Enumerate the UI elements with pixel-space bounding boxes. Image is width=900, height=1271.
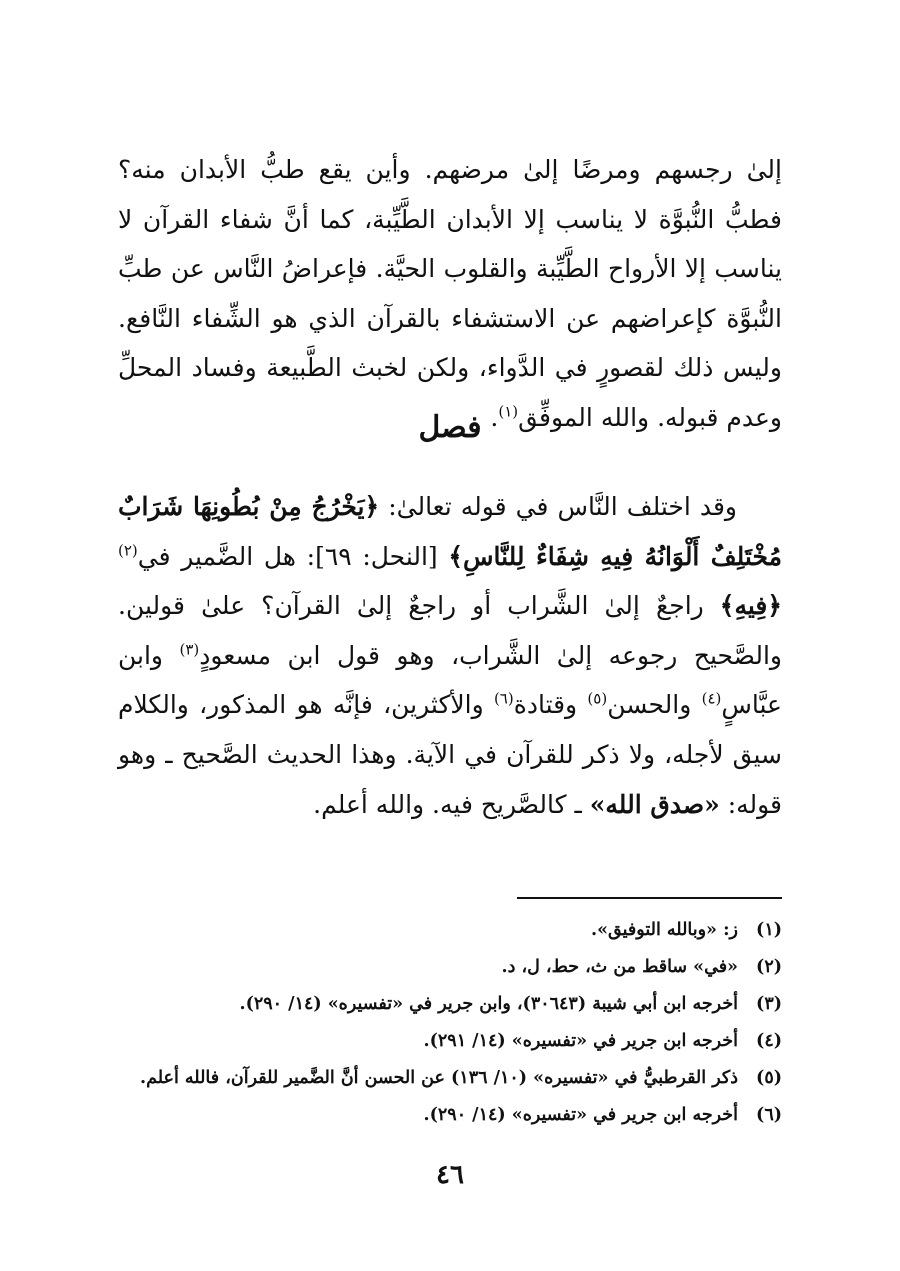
paragraph-2-sentence-7: والأكثرين، فإنَّه هو المذكور، والكلام سيق لأجله، ولا ذكر للقرآن في الآية. وهذا الحديث الصَّحيح ـ وهو قوله: [118, 690, 782, 819]
paragraph-2-sentence-8: ـ كالصَّريح فيه. والله أعلم. [313, 789, 582, 819]
paragraph-2-sentence-6: وقتادة [513, 690, 578, 720]
footnote-3 [118, 986, 782, 1023]
footnote-separator [517, 897, 782, 899]
footnote-1 [118, 912, 782, 949]
paragraph-2 [118, 482, 782, 829]
footnote-ref-1[interactable]: (١) [498, 402, 519, 421]
paragraph-2-sentence-4: وابن عبَّاسٍ [118, 640, 782, 720]
footnote-number: (٦) [756, 1105, 782, 1125]
footnote-ref-2[interactable]: (٢) [118, 541, 138, 560]
hadith-quote: «صدق الله» [589, 789, 720, 819]
paragraph-2-sentence-5: والحسن [607, 690, 692, 720]
verse-citation: [النحل: ٦٩] [315, 541, 438, 571]
footnote-number: (٢) [756, 957, 782, 977]
footnote-ref-3[interactable]: (٣) [179, 640, 200, 659]
footnote-number: (٥) [756, 1068, 782, 1088]
footnotes [118, 912, 782, 1134]
footnote-ref-6[interactable]: (٦) [493, 690, 514, 709]
paragraph-2-sentence-2: : هل الضَّمير في [137, 541, 316, 571]
footnote-text: «في» ساقط من ث، حط، ل، د. [501, 957, 738, 977]
quran-word-fihi: ﴿فِيهِ﴾ [719, 591, 782, 621]
quran-verse: ﴿يَخْرُجُ مِنْ بُطُونِهَا شَرَابٌ مُخْتَلِفٌ أَلْوَانُهُ فِيهِ شِفَاءٌ لِلنَّاسِ﴾ [118, 492, 782, 571]
footnote-text: ز: «وبالله التوفيق». [591, 920, 738, 940]
paragraph-2-sentence-3: راجعٌ إلىٰ الشَّراب أو راجعٌ إلىٰ القرآن؟ علىٰ قولين. والصَّحيح رجوعه إلىٰ الشَّراب، وهو قول ابن مسعودٍ [118, 591, 782, 670]
footnote-number: (٣) [756, 994, 782, 1014]
paragraph-1 [118, 145, 782, 443]
page-number: ٤٦ [436, 1160, 464, 1190]
paragraph-1-end: . [490, 402, 499, 432]
footnote-text: أخرجه ابن جرير في «تفسيره» (١٤/ ٢٩٠). [423, 1105, 738, 1125]
paragraph-2-sentence-1: وقد اختلف النَّاس في قوله تعالىٰ: [388, 492, 737, 521]
footnote-number: (٤) [756, 1031, 782, 1051]
footnote-text: أخرجه ابن جرير في «تفسيره» (١٤/ ٢٩١). [423, 1031, 738, 1051]
section-heading: فصل [418, 410, 482, 445]
footnote-ref-4[interactable]: (٤) [701, 690, 722, 709]
footnote-4 [118, 1023, 782, 1060]
footnote-6 [118, 1097, 782, 1134]
footnote-5 [118, 1060, 782, 1097]
footnote-text: ذكر القرطبيُّ في «تفسيره» (١٠/ ١٣٦) عن الحسن أنَّ الضَّمير للقرآن، فالله أعلم. [140, 1068, 738, 1088]
paragraph-1-text: إلىٰ رجسهم ومرضًا إلىٰ مرضهم. وأين يقع طبُّ الأبدان منه؟ فطبُّ النُّبوَّة لا يناسب إلا الأبدان الطَّيِّبة، كما أنَّ شفاء القرآن لا يناسب إلا الأرواح الطَّيِّبة والقلوب الحيَّة. فإعراضُ النَّاس عن طبِّ النُّبوَّة كإعراضهم عن الاستشفاء بالقرآن الذي هو الشِّفاء النَّافع. وليس ذلك لقصورٍ في الدَّواء، ولكن لخبث الطَّبيعة وفساد المحلِّ وعدم قبوله. والله الموفِّق [118, 155, 782, 432]
footnote-2 [118, 949, 782, 986]
footnote-number: (١) [756, 920, 782, 940]
footnote-ref-5[interactable]: (٥) [587, 690, 608, 709]
footnote-text: أخرجه ابن أبي شيبة (٣٠٦٤٣)، وابن جرير في «تفسيره» (١٤/ ٢٩٠). [239, 994, 738, 1014]
